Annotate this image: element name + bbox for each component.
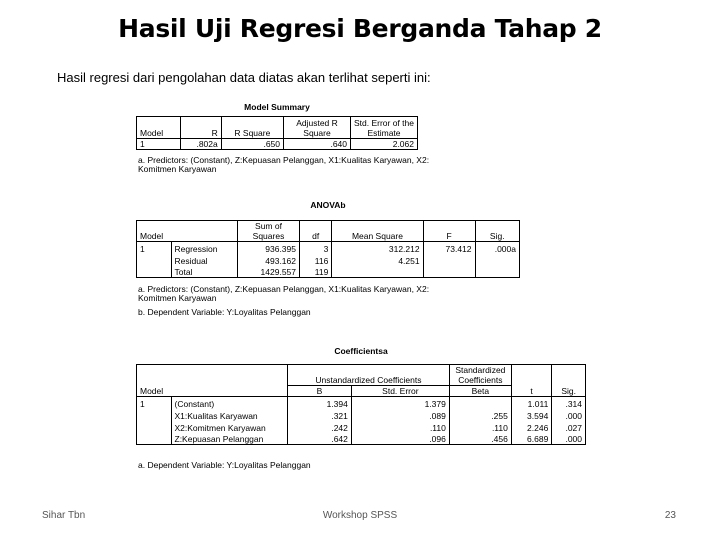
coef-note: a. Dependent Variable: Y:Loyalitas Pelanggan bbox=[138, 460, 311, 470]
anova-table: Model Sum of Squares df Mean Square F Sig. 1 Regression 936.395 3 312.212 73.412 .000a Residual 493.162 116 4.251 Total 1429.557 119 bbox=[136, 220, 520, 278]
ms-header-adjrsq: Adjusted R Square bbox=[284, 117, 351, 139]
anova-title: ANOVAb bbox=[310, 200, 346, 210]
coefficients-title: Coefficientsa bbox=[334, 346, 388, 356]
table-row: Regression bbox=[171, 242, 238, 254]
anova-model: 1 bbox=[137, 242, 172, 254]
coef-group-std: Standardized Coefficients bbox=[449, 365, 511, 386]
coef-header-se: Std. Error bbox=[351, 386, 449, 397]
table-row: Residual bbox=[171, 254, 238, 266]
ms-stderr: 2.062 bbox=[351, 139, 418, 150]
ms-model: 1 bbox=[137, 139, 181, 150]
ms-adjrsq: .640 bbox=[284, 139, 351, 150]
model-summary-title: Model Summary bbox=[244, 102, 310, 112]
anova-header-ss: Sum of Squares bbox=[238, 221, 300, 242]
table-row: X1:Kualitas Karyawan bbox=[171, 409, 288, 421]
anova-header-ms: Mean Square bbox=[332, 221, 423, 242]
table-row: (Constant) bbox=[171, 397, 288, 409]
coef-header-beta: Beta bbox=[449, 386, 511, 397]
model-summary-table bbox=[136, 116, 418, 150]
footer-author: Sihar Tbn bbox=[42, 510, 86, 521]
coef-group-unstd: Unstandardized Coefficients bbox=[288, 365, 450, 386]
ms-header-r: R bbox=[180, 117, 221, 139]
ms-header-rsq: R Square bbox=[221, 117, 283, 139]
coefficients-table: Unstandardized Coefficients Standardized Coefficients Model B Std. Error Beta t Sig. 1 (Constant) 1.394 1.379 1.011 .314 X1:Kualitas Karyawan .321 .089 .255 3.594 .000 X2:Komitmen Karyawan .242 .110 .110 2.246 .027 Z:Kepuasan Pelanggan .642 .096 .456 6.689 .000 bbox=[136, 364, 586, 445]
anova-header-model: Model bbox=[137, 221, 172, 242]
page-number: 23 bbox=[664, 510, 676, 521]
ms-note: a. Predictors: (Constant), Z:Kepuasan Pelanggan, X1:Kualitas Karyawan, X2: Komitmen Karyawan bbox=[138, 155, 430, 174]
table-row: X2:Komitmen Karyawan bbox=[171, 421, 288, 433]
slide-title: Hasil Uji Regresi Berganda Tahap 2 bbox=[118, 14, 602, 43]
table-row: Total bbox=[171, 266, 238, 278]
coef-header-model: Model bbox=[137, 386, 172, 397]
coef-header-sig: Sig. bbox=[552, 386, 586, 397]
anova-note: a. Predictors: (Constant), Z:Kepuasan Pelanggan, X1:Kualitas Karyawan, X2: Komitmen Karyawan b. Dependent Variable: Y:Loyalitas Pelanggan bbox=[138, 284, 430, 317]
ms-header-model: Model bbox=[137, 117, 181, 139]
anova-header-f: F bbox=[423, 221, 475, 242]
coef-model: 1 bbox=[137, 397, 172, 409]
slide-subtitle: Hasil regresi dari pengolahan data diatas akan terlihat seperti ini: bbox=[57, 70, 431, 85]
ms-r: .802a bbox=[180, 139, 221, 150]
coef-header-b: B bbox=[288, 386, 352, 397]
anova-header-sig: Sig. bbox=[475, 221, 520, 242]
anova-header-df: df bbox=[300, 221, 332, 242]
ms-header-stderr: Std. Error of the Estimate bbox=[351, 117, 418, 139]
ms-rsq: .650 bbox=[221, 139, 283, 150]
coef-header-t: t bbox=[511, 386, 551, 397]
footer-center: Workshop SPSS bbox=[322, 510, 398, 521]
table-row: Z:Kepuasan Pelanggan bbox=[171, 433, 288, 445]
